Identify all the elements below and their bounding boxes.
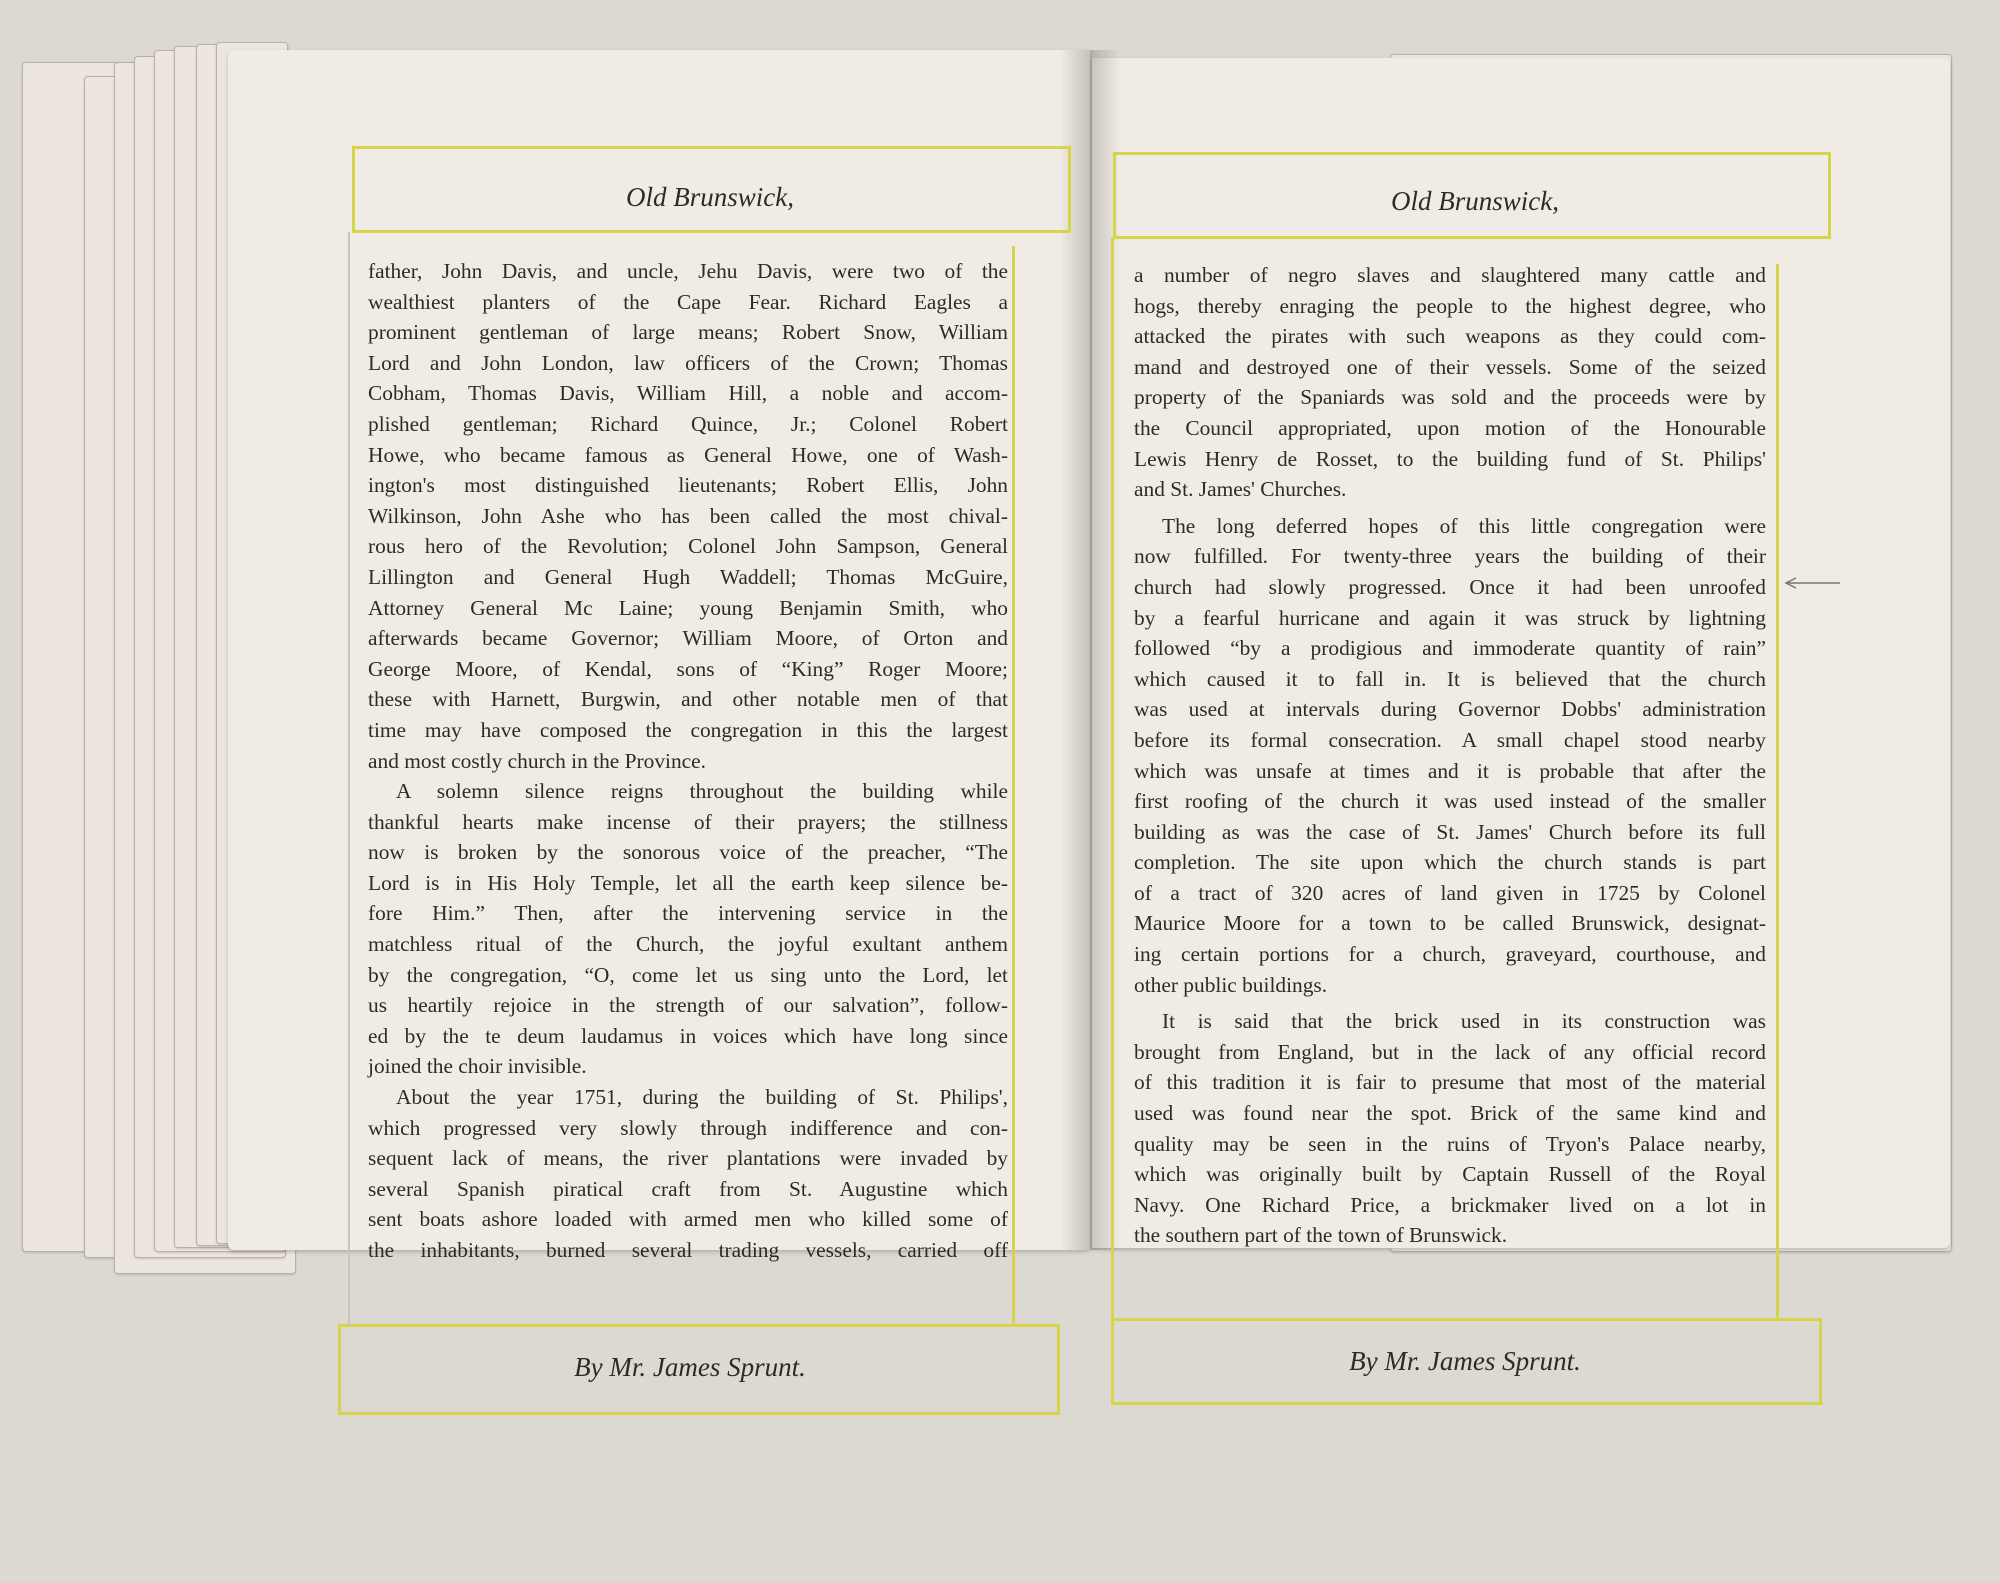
text-line: which was originally built by Captain Russell of the Royal: [1134, 1162, 1766, 1187]
text-line: of a tract of 320 acres of land given in 1725 by Colonel: [1134, 880, 1766, 905]
text-line: sequent lack of means, the river plantations were invaded by: [368, 1146, 1008, 1171]
right-page-body: [1134, 260, 1766, 1251]
text-line: plished gentleman; Richard Quince, Jr.; Colonel Robert: [368, 411, 1008, 436]
text-line: fore Him.” Then, after the intervening service in the: [368, 901, 1008, 926]
text-line: George Moore, of Kendal, sons of “King” Roger Moore;: [368, 656, 1008, 681]
text-line: before its formal consecration. A small chapel stood nearby: [1134, 727, 1766, 752]
text-line: prominent gentleman of large means; Robert Snow, William: [368, 320, 1008, 345]
text-line: About the year 1751, during the building of St. Philips',: [396, 1085, 1008, 1110]
right-page-header: Old Brunswick,: [1391, 186, 1559, 216]
text-line: which was unsafe at times and it is probable that after the: [1134, 758, 1766, 783]
text-line: matchless ritual of the Church, the joyful exultant anthem: [368, 932, 1008, 957]
text-line: A solemn silence reigns throughout the building while: [396, 779, 1008, 804]
text-line: Navy. One Richard Price, a brickmaker lived on a lot in: [1134, 1192, 1766, 1217]
text-line: by a fearful hurricane and again it was struck by lightning: [1134, 605, 1766, 630]
text-line: by the congregation, “O, come let us sing unto the Lord, let: [368, 962, 1008, 987]
text-line: and most costly church in the Province.: [368, 748, 707, 773]
text-line: It is said that the brick used in its construction was: [1162, 1009, 1766, 1034]
text-line: Lewis Henry de Rosset, to the building fund of St. Philips': [1134, 446, 1766, 471]
text-line: quality may be seen in the ruins of Tryon's Palace nearby,: [1134, 1131, 1766, 1156]
text-line: Lord is in His Holy Temple, let all the earth keep silence be-: [368, 870, 1008, 895]
pencil-arrow-mark: [1782, 576, 1842, 590]
right-page-footer: By Mr. James Sprunt.: [1349, 1346, 1581, 1376]
text-line: time may have composed the congregation in this the largest: [368, 717, 1008, 742]
text-line: and St. James' Churches.: [1134, 477, 1347, 502]
text-line: which progressed very slowly through indifference and con-: [368, 1115, 1008, 1140]
text-line: joined the choir invisible.: [368, 1054, 587, 1079]
text-line: the Council appropriated, upon motion of the Honourable: [1134, 415, 1766, 440]
text-line: Maurice Moore for a town to be called Brunswick, designat-: [1134, 911, 1766, 936]
text-line: Cobham, Thomas Davis, William Hill, a noble and accom-: [368, 381, 1008, 406]
text-line: attacked the pirates with such weapons as they could com-: [1134, 324, 1766, 349]
text-line: hogs, thereby enraging the people to the highest degree, who: [1134, 293, 1766, 318]
text-line: was used at intervals during Governor Dobbs' administration: [1134, 697, 1766, 722]
text-line: ington's most distinguished lieutenants; Robert Ellis, John: [368, 473, 1008, 498]
left-page-body: [368, 256, 1008, 1266]
text-line: ing certain portions for a church, graveyard, courthouse, and: [1134, 942, 1766, 967]
left-page-footer: By Mr. James Sprunt.: [574, 1352, 806, 1382]
left-page-header: Old Brunswick,: [626, 182, 794, 212]
text-line: first roofing of the church it was used instead of the smaller: [1134, 789, 1766, 814]
text-line: which caused it to fall in. It is believed that the church: [1134, 666, 1766, 691]
text-line: now is broken by the sonorous voice of the preacher, “The: [368, 840, 1008, 865]
text-line: several Spanish piratical craft from St. Augustine which: [368, 1176, 1008, 1201]
text-line: property of the Spaniards was sold and the proceeds were by: [1134, 385, 1766, 410]
text-line: the inhabitants, burned several trading vessels, carried off: [368, 1238, 1008, 1262]
text-line: rous hero of the Revolution; Colonel John Sampson, General: [368, 534, 1008, 559]
text-line: afterwards became Governor; William Moore, of Orton and: [368, 626, 1008, 651]
text-line: building as was the case of St. James' Church before its full: [1134, 819, 1766, 844]
text-line: ed by the te deum laudamus in voices which have long since: [368, 1023, 1008, 1048]
text-line: Lord and John London, law officers of the Crown; Thomas: [368, 350, 1008, 375]
text-line: brought from England, but in the lack of any official record: [1134, 1039, 1766, 1064]
text-line: The long deferred hopes of this little congregation were: [1162, 513, 1766, 538]
text-line: of this tradition it is fair to presume that most of the material: [1134, 1070, 1766, 1095]
text-line: father, John Davis, and uncle, Jehu Davis, were two of the: [368, 259, 1008, 283]
text-line: used was found near the spot. Brick of the same kind and: [1134, 1101, 1766, 1126]
text-line: now fulfilled. For twenty-three years the building of their: [1134, 544, 1766, 569]
text-line: Lillington and General Hugh Waddell; Thomas McGuire,: [368, 564, 1008, 589]
text-line: mand and destroyed one of their vessels. Some of the seized: [1134, 354, 1766, 379]
text-line: followed “by a prodigious and immoderate quantity of rain”: [1134, 636, 1766, 661]
text-line: these with Harnett, Burgwin, and other notable men of that: [368, 687, 1008, 712]
text-line: sent boats ashore loaded with armed men who killed some of: [368, 1207, 1008, 1232]
text-line: other public buildings.: [1134, 972, 1328, 997]
text-line: thankful hearts make incense of their prayers; the stillness: [368, 809, 1008, 834]
text-line: completion. The site upon which the church stands is part: [1134, 850, 1766, 875]
text-line: church had slowly progressed. Once it had been unroofed: [1134, 574, 1766, 599]
text-line: Wilkinson, John Ashe who has been called the most chival-: [368, 503, 1008, 528]
text-line: us heartily rejoice in the strength of our salvation”, follow-: [368, 993, 1008, 1018]
text-line: the southern part of the town of Brunswick.: [1134, 1223, 1508, 1248]
text-line: Attorney General Mc Laine; young Benjamin Smith, who: [368, 595, 1008, 620]
text-line: a number of negro slaves and slaughtered many cattle and: [1134, 263, 1766, 287]
text-line: wealthiest planters of the Cape Fear. Richard Eagles a: [368, 289, 1008, 314]
text-line: Howe, who became famous as General Howe, one of Wash-: [368, 442, 1008, 467]
